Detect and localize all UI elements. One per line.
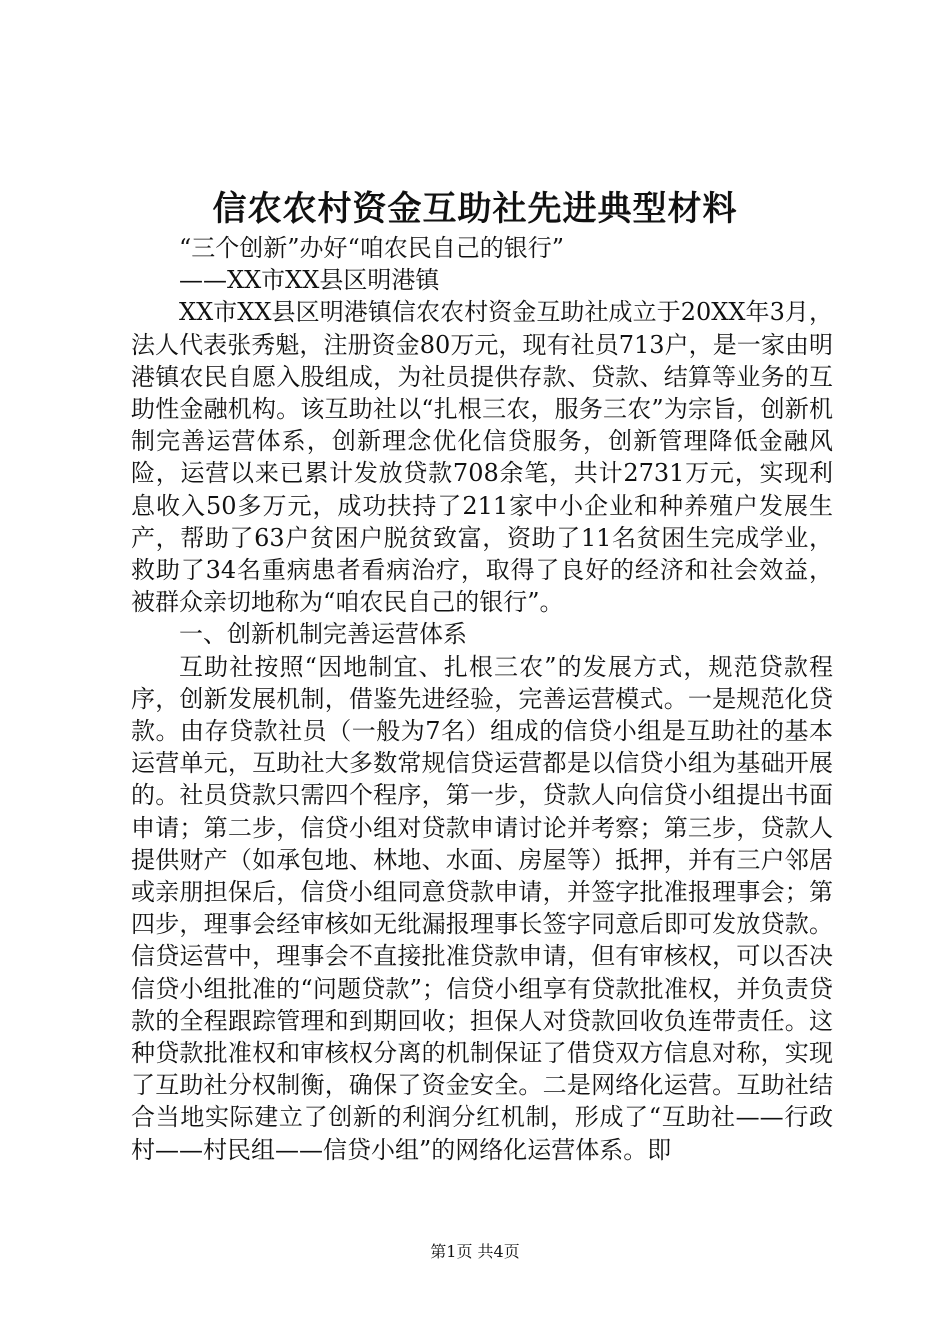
section-heading-1: 一、创新机制完善运营体系 [179,620,467,649]
section-1-paragraph: 互助社按照“因地制宜、扎根三农”的发展方式，规范贷款程序，创新发展机制，借鉴先进经验，完善运营模式。一是规范化贷款。由存贷款社员（一般为7名）组成的信贷小组是互助社的基本运营单元，互助社大多数常规信贷运营都是以信贷小组为基础开展的。社员贷款只需四个程序，第一步，贷款人向信贷小组提出书面申请；第二步，信贷小组对贷款申请讨论并考察；第三步，贷款人提供财产（如承包地、林地、水面、房屋等）抵押，并有三户邻居或亲朋担保后，信贷小组同意贷款申请，并签字批准报理事会；第四步，理事会经审核如无纰漏报理事长签字同意后即可发放贷款。信贷运营中，理事会不直接批准贷款申请，但有审核权，可以否决信贷小组批准的“问题贷款”；信贷小组享有贷款批准权，并负责贷款的全程跟踪管理和到期回收；担保人对贷款回收负连带责任。这种贷款批准权和审核权分离的机制保证了借贷双方信息对称，实现了互助社分权制衡，确保了资金安全。二是网络化运营。互助社结合当地实际建立了创新的利润分红机制，形成了“互助社——行政村——村民组——信贷小组”的网络化运营体系。即 [131,652,833,1164]
page-footer: 第1页 共4页 [430,1242,520,1261]
document-subtitle: “三个创新”办好“咱农民自己的银行” [179,234,565,262]
intro-paragraph: XX市XX县区明港镇信农农村资金互助社成立于20XX年3月，法人代表张秀魁，注册资金80万元，现有社员713户，是一家由明港镇农民自愿入股组成，为社员提供存款、贷款、结算等业务的互助性金融机构。该互助社以“扎根三农，服务三农”为宗旨，创新机制完善运营体系，创新理念优化信贷服务，创新管理降低金融风险，运营以来已累计发放贷款708余笔，共计2731万元，实现利息收入50多万元，成功扶持了211家中小企业和种养殖户发展生产，帮助了63户贫困户脱贫致富，资助了11名贫困生完成学业，救助了34名重病患者看病治疗，取得了良好的经济和社会效益，被群众亲切地称为“咱农民自己的银行”。 [131,298,833,617]
document-body [131,232,833,1166]
document-byline: ——XX市XX县区明港镇 [179,266,440,295]
document-title: 信农农村资金互助社先进典型材料 [212,189,738,229]
